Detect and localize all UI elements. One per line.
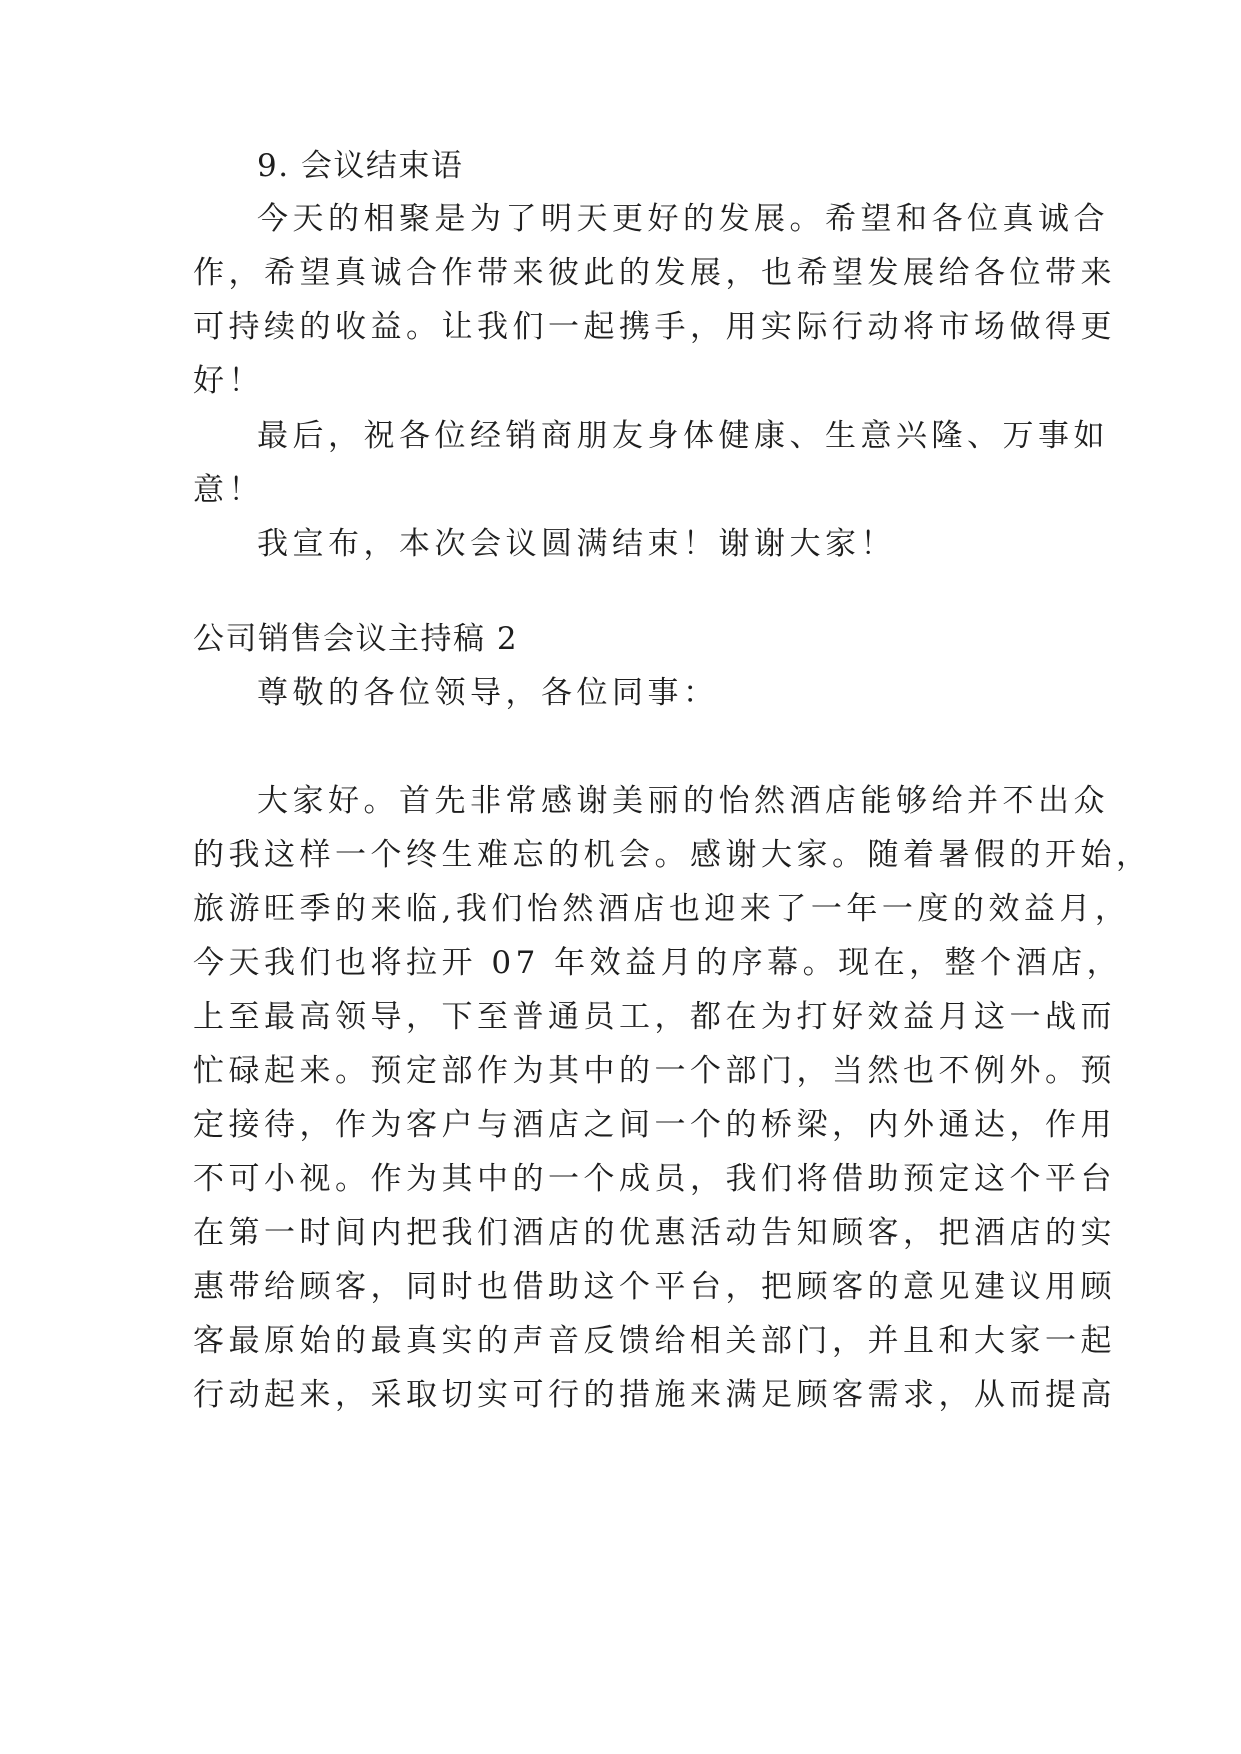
paragraph-line: 好！ [193, 363, 264, 399]
paragraph-line: 旅游旺季的来临,我们怡然酒店也迎来了一年一度的效益月， [193, 891, 1131, 927]
paragraph-line: 最后，祝各位经销商朋友身体健康、生意兴隆、万事如 [257, 418, 1109, 454]
paragraph-line: 今天的相聚是为了明天更好的发展。希望和各位真诚合 [257, 201, 1109, 237]
paragraph-line: 行动起来，采取切实可行的措施来满足顾客需求，从而提高 [193, 1377, 1116, 1413]
paragraph-line: 定接待，作为客户与酒店之间一个的桥梁，内外通达，作用 [193, 1107, 1116, 1143]
paragraph-line: 可持续的收益。让我们一起携手，用实际行动将市场做得更 [193, 309, 1116, 345]
paragraph-line: 意！ [193, 472, 264, 508]
greeting-line: 尊敬的各位领导，各位同事： [257, 675, 719, 711]
paragraph-line: 在第一时间内把我们酒店的优惠活动告知顾客，把酒店的实 [193, 1215, 1116, 1251]
paragraph-line: 我宣布，本次会议圆满结束！谢谢大家！ [257, 526, 896, 562]
paragraph-line: 上至最高领导，下至普通员工，都在为打好效益月这一战而 [193, 999, 1116, 1035]
paragraph-line: 不可小视。作为其中的一个成员，我们将借助预定这个平台 [193, 1161, 1116, 1197]
paragraph-line: 的我这样一个终生难忘的机会。感谢大家。随着暑假的开始， [193, 837, 1152, 873]
paragraph-line: 忙碌起来。预定部作为其中的一个部门，当然也不例外。预 [193, 1053, 1116, 1089]
paragraph-line: 客最原始的最真实的声音反馈给相关部门，并且和大家一起 [193, 1323, 1116, 1359]
paragraph-line: 作，希望真诚合作带来彼此的发展，也希望发展给各位带来 [193, 255, 1116, 291]
paragraph-line: 大家好。首先非常感谢美丽的怡然酒店能够给并不出众 [257, 783, 1109, 819]
section-heading: 9. 会议结束语 [257, 148, 464, 184]
paragraph-line: 今天我们也将拉开 07 年效益月的序幕。现在，整个酒店， [193, 945, 1123, 981]
document-title: 公司销售会议主持稿 2 [193, 621, 519, 657]
paragraph-line: 惠带给顾客，同时也借助这个平台，把顾客的意见建议用顾 [193, 1269, 1116, 1305]
